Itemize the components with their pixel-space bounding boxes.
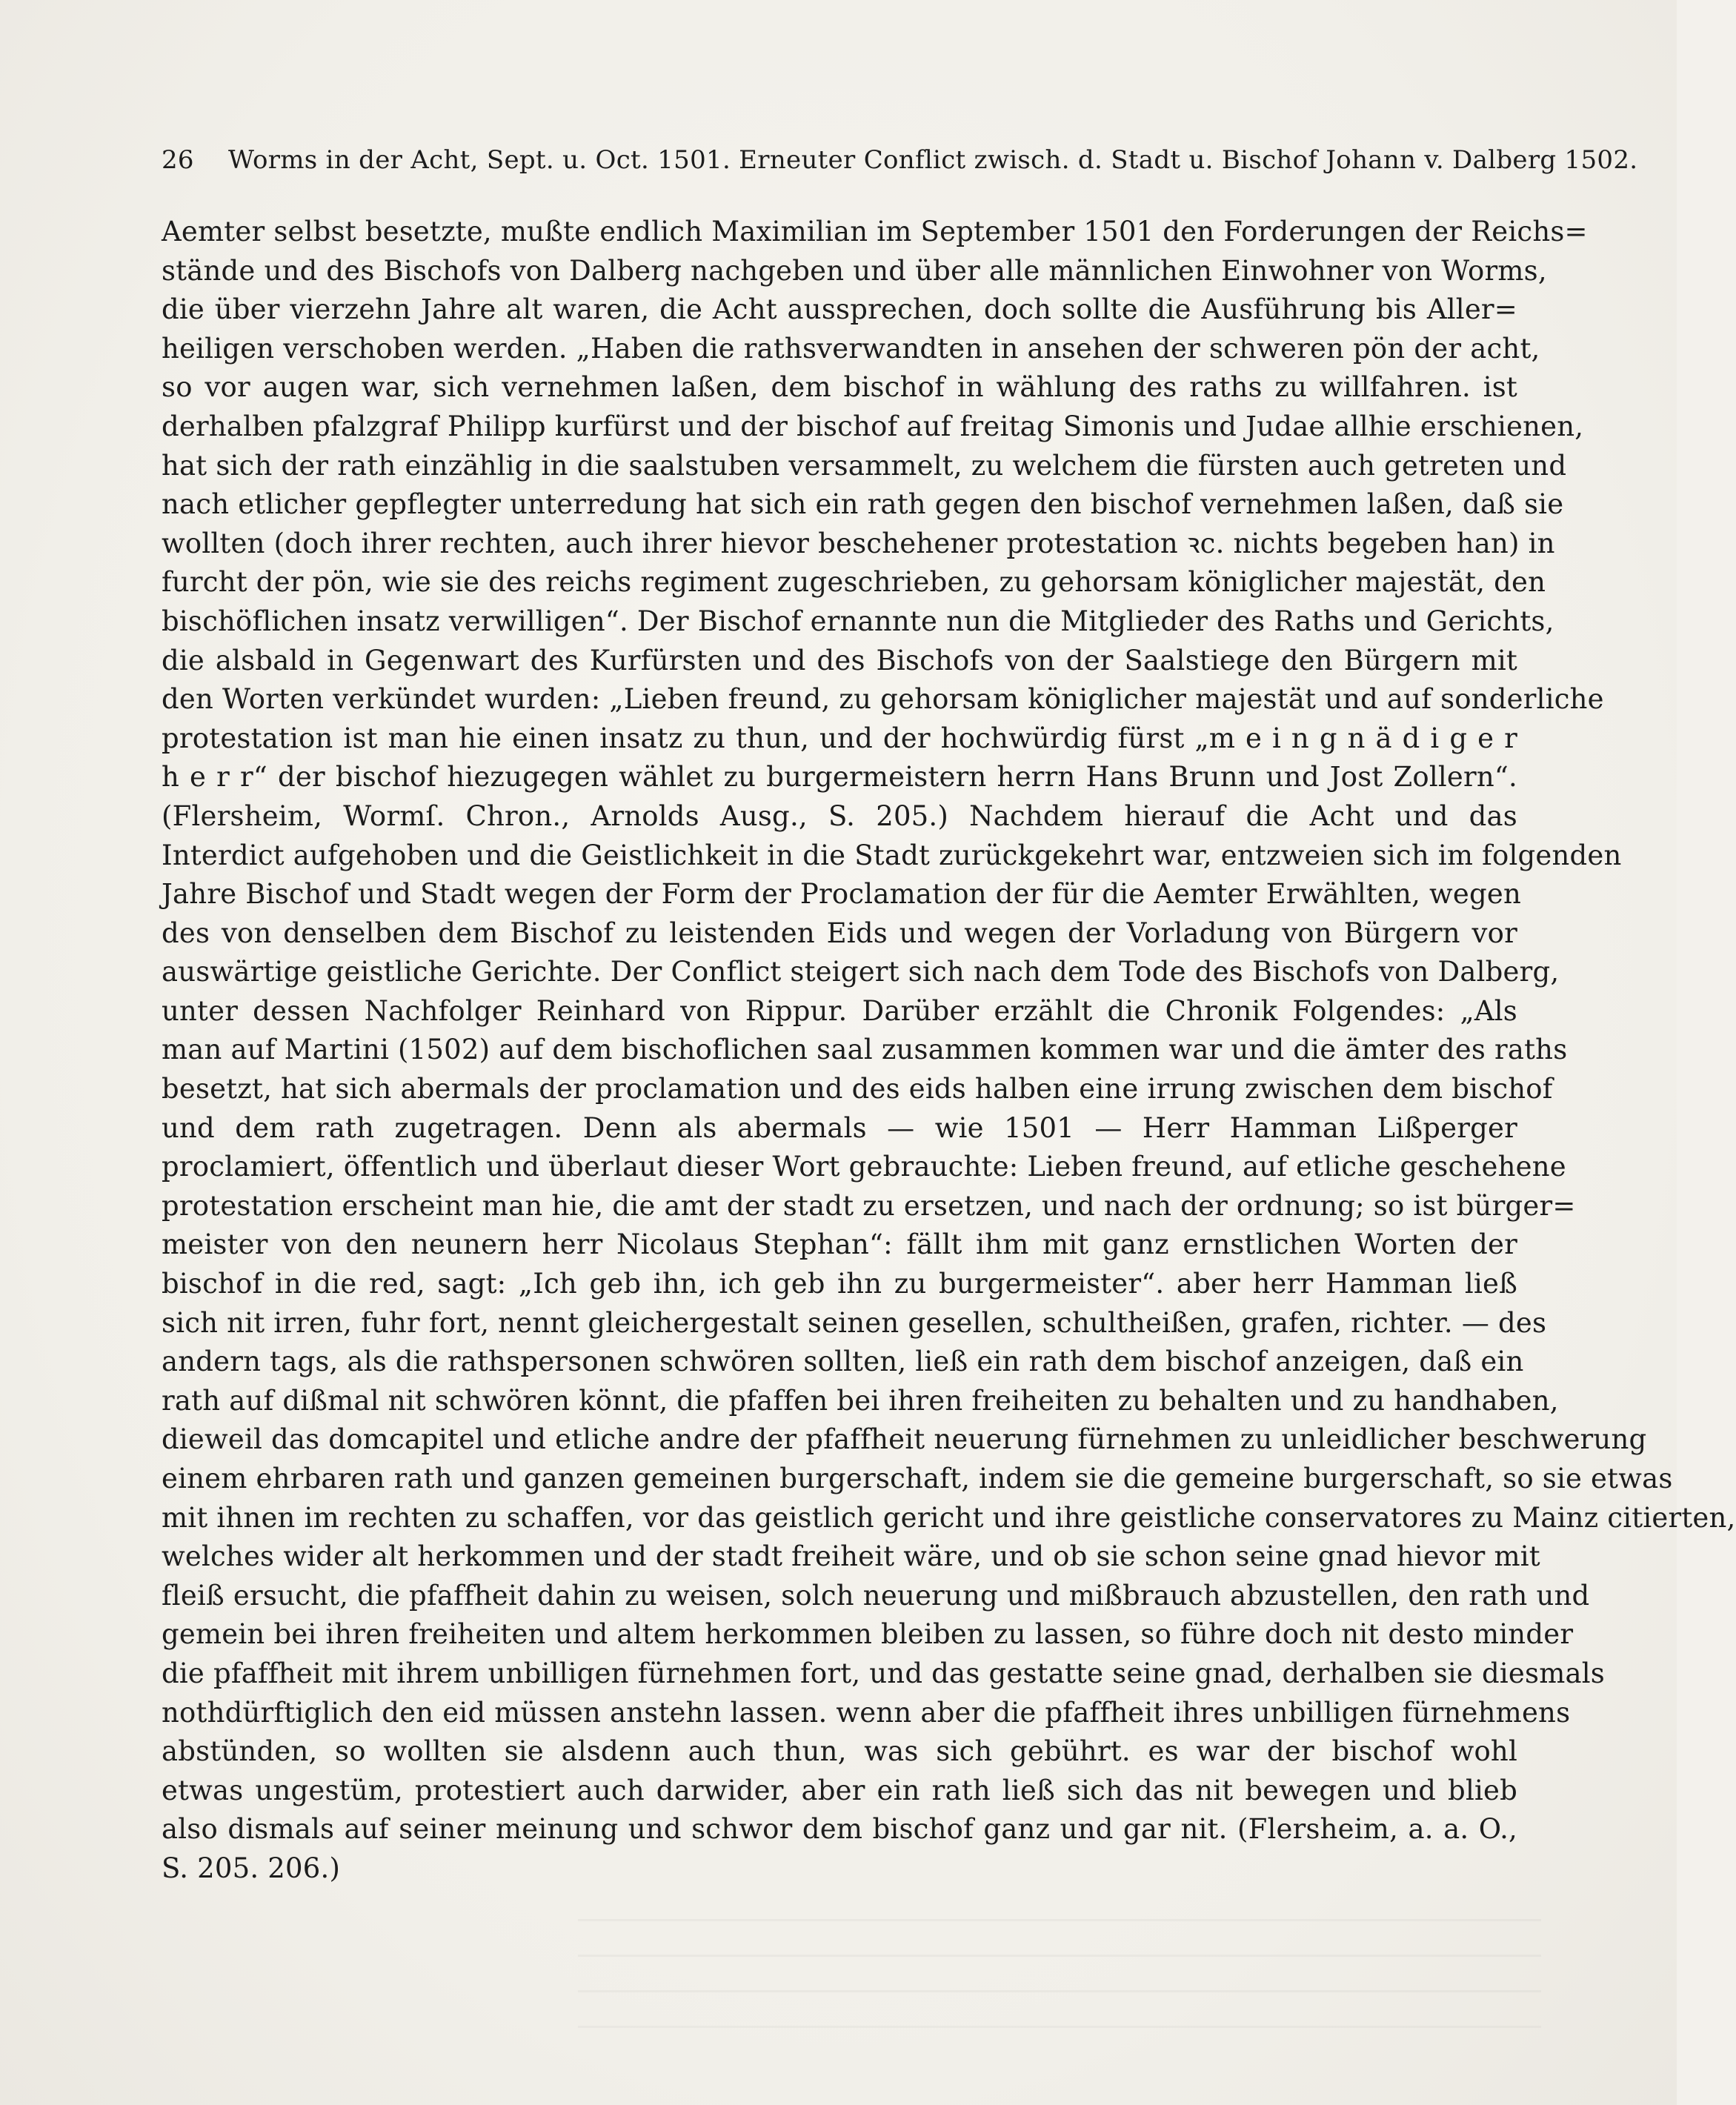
- text-line: proclamiert, öffentlich und überlaut dieser Wort gebrauchte: Lieben freund, auf etliche geschehene: [162, 1151, 1566, 1183]
- text-line: stände und des Bischofs von Dalberg nachgeben und über alle männlichen Einwohner von Worms,: [162, 254, 1547, 287]
- text-line: gemein bei ihren freiheiten und altem herkommen bleiben zu lassen, so führe doch nit desto minder: [162, 1618, 1574, 1651]
- running-head: [162, 145, 1638, 181]
- text-line: meister von den neunern herr Nicolaus Stephan“: fällt ihm mit ganz ernstlichen Worten der: [162, 1228, 1517, 1261]
- text-line: man auf Martini (1502) auf dem bischoflichen saal zusammen kommen war und die ämter des raths: [162, 1034, 1568, 1066]
- running-title: Worms in der Acht, Sept. u. Oct. 1501. Erneuter Conflict zwisch. d. Stadt u. Bischof Johann v. Dalberg 1502.: [228, 145, 1638, 175]
- text-line: die alsbald in Gegenwart des Kurfürsten und des Bischofs von der Saalstiege den Bürgern mit: [162, 644, 1517, 676]
- text-line: nothdürftiglich den eid müssen anstehn lassen. wenn aber die pfaffheit ihres unbilligen fürnehmens: [162, 1696, 1571, 1729]
- text-line: mit ihnen im rechten zu schaffen, vor das geistlich gericht und ihre geistliche conservatores zu Mainz citierten,: [162, 1501, 1736, 1534]
- text-line: einem ehrbaren rath und ganzen gemeinen burgerschaft, indem sie die gemeine burgerschaft, so sie etwas: [162, 1463, 1673, 1494]
- text-line: welches wider alt herkommen und der stadt freiheit wäre, und ob sie schon seine gnad hievor mit: [162, 1540, 1540, 1573]
- text-line: rath auf dißmal nit schwören könnt, die pfaffen bei ihren freiheiten zu behalten und zu handhaben,: [162, 1384, 1559, 1417]
- text-line: so vor augen war, sich vernehmen laßen, dem bischof in wählung des raths zu willfahren. ist: [162, 371, 1517, 404]
- text-line: Interdict aufgehoben und die Geistlichkeit in die Stadt zurückgekehrt war, entzweien sich im folgenden: [162, 839, 1622, 871]
- text-line: bischöflichen insatz verwilligen“. Der Bischof ernannte nun die Mitglieder des Raths und Gerichts,: [162, 605, 1554, 637]
- text-line: sich nit irren, fuhr fort, nennt gleichergestalt seinen gesellen, schultheißen, grafen, richter. — des: [162, 1306, 1547, 1339]
- text-line: Aemter selbst besetzte, mußte endlich Maximilian im September 1501 den Forderungen der Reichs=: [162, 216, 1588, 247]
- text-line: die pfaffheit mit ihrem unbilligen fürnehmen fort, und das gestatte seine gnad, derhalben sie diesmals: [162, 1657, 1605, 1689]
- page-number: 26: [162, 145, 194, 175]
- text-line: des von denselben dem Bischof zu leistenden Eids und wegen der Vorladung von Bürgern vor: [162, 917, 1517, 949]
- text-line: h e r r“ der bischof hiezugegen wählet zu burgermeistern herrn Hans Brunn und Jost Zollern“.: [162, 761, 1517, 794]
- text-line: abstünden, so wollten sie alsdenn auch thun, was sich gebührt. es war der bischof wohl: [162, 1735, 1517, 1768]
- text-line: furcht der pön, wie sie des reichs regiment zugeschrieben, zu gehorsam königlicher majestät, den: [162, 566, 1546, 599]
- text-line: (Flersheim, Wormſ. Chron., Arnolds Ausg., S. 205.) Nachdem hierauf die Acht und das: [162, 799, 1517, 832]
- text-line: also dismals auf seiner meinung und schwor dem bischof ganz und gar nit. (Flersheim, a. a. O.,: [162, 1813, 1517, 1846]
- text-line: die über vierzehn Jahre alt waren, die Acht aussprechen, doch sollte die Ausführung bis Aller=: [162, 293, 1517, 326]
- text-line: protestation ist man hie einen insatz zu thun, und der hochwürdig fürst „m e i n g n ä d i g e r: [162, 722, 1517, 754]
- text-line: heiligen verschoben werden. „Haben die rathsverwandten in ansehen der schweren pön der acht,: [162, 332, 1540, 365]
- text-line: etwas ungestüm, protestiert auch darwider, aber ein rath ließ sich das nit bewegen und blieb: [162, 1774, 1517, 1806]
- text-line: und dem rath zugetragen. Denn als abermals — wie 1501 — Herr Hamman Lißperger: [162, 1111, 1517, 1144]
- show-through-shadow: [578, 1919, 1541, 2038]
- text-line: S. 205. 206.): [162, 1852, 341, 1884]
- text-line: dieweil das domcapitel und etliche andre der pfaffheit neuerung fürnehmen zu unleidlicher beschwerung: [162, 1423, 1647, 1456]
- text-line: den Worten verkündet wurden: „Lieben freund, zu gehorsam königlicher majestät und auf sonderliche: [162, 683, 1604, 716]
- text-line: hat sich der rath einzählig in die saalstuben versammelt, zu welchem die fürsten auch getreten und: [162, 449, 1567, 482]
- text-line: fleiß ersucht, die pfaffheit dahin zu weisen, solch neuerung und mißbrauch abzustellen, den rath und: [162, 1579, 1590, 1612]
- text-line: auswärtige geistliche Gerichte. Der Conflict steigert sich nach dem Tode des Bischofs von Dalberg,: [162, 956, 1560, 988]
- text-line: andern tags, als die rathspersonen schwören sollten, ließ ein rath dem bischof anzeigen, daß ein: [162, 1346, 1524, 1378]
- text-line: derhalben pfalzgraf Philipp kurfürst und der bischof auf freitag Simonis und Judae allhie erschienen,: [162, 410, 1584, 442]
- text-line: wollten (doch ihrer rechten, auch ihrer hievor beschehener protestation ꝛc. nichts begeben han) in: [162, 527, 1555, 559]
- text-line: Jahre Bischof und Stadt wegen der Form der Proclamation der für die Aemter Erwählten, wegen: [162, 878, 1521, 911]
- text-line: protestation erscheint man hie, die amt der stadt zu ersetzen, und nach der ordnung; so ist bürger=: [162, 1189, 1576, 1222]
- text-line: nach etlicher gepflegter unterredung hat sich ein rath gegen den bischof vernehmen laßen, daß sie: [162, 488, 1564, 521]
- body-text: [162, 213, 1736, 1932]
- text-line: unter dessen Nachfolger Reinhard von Rippur. Darüber erzählt die Chronik Folgendes: „Als: [162, 994, 1517, 1027]
- text-line: bischof in die red, sagt: „Ich geb ihn, ich geb ihn zu burgermeister“. aber herr Hamman ließ: [162, 1268, 1517, 1300]
- text-line: besetzt, hat sich abermals der proclamation und des eids halben eine irrung zwischen dem bischof: [162, 1073, 1553, 1105]
